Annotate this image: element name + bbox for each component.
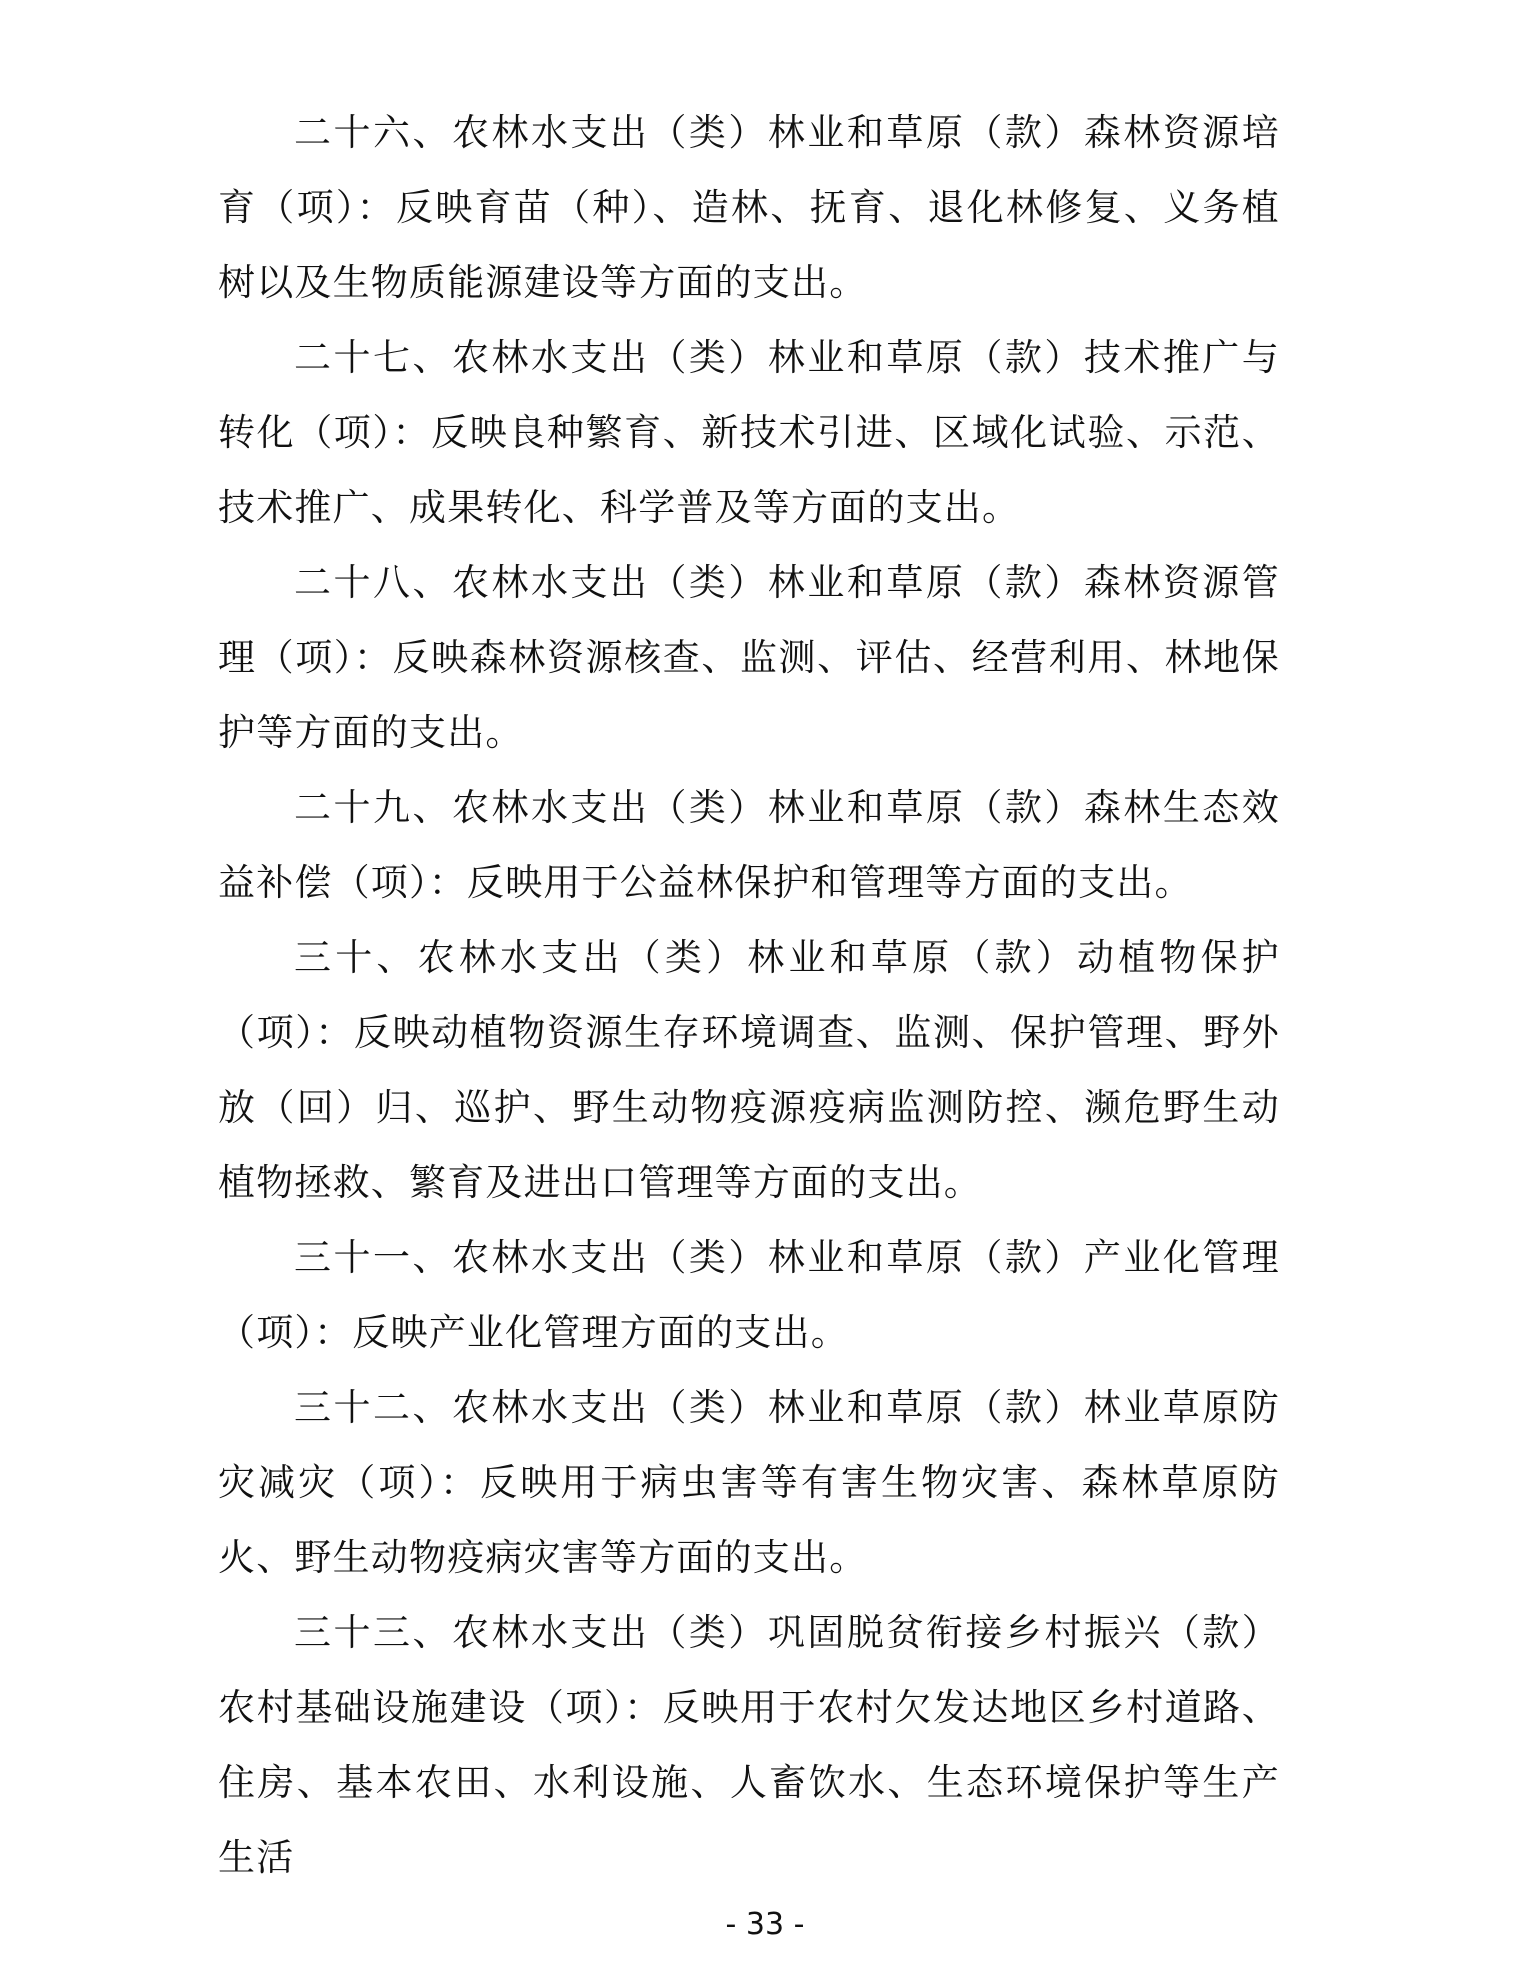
body-text [218,95,1280,1895]
paragraph-28: 二十八、农林水支出（类）林业和草原（款）森林资源管理（项）：反映森林资源核查、监测、评估、经营利用、林地保护等方面的支出。 [218,561,1280,754]
paragraph-31: 三十一、农林水支出（类）林业和草原（款）产业化管理（项）：反映产业化管理方面的支出。 [218,1236,1280,1354]
page-number: - 33 - [725,1907,805,1942]
paragraph-30: 三十、农林水支出（类）林业和草原（款）动植物保护（项）：反映动植物资源生存环境调查、监测、保护管理、野外放（回）归、巡护、野生动物疫源疫病监测防控、濒危野生动植物拯救、繁育及进出口管理等方面的支出。 [218,936,1280,1204]
paragraph-26: 二十六、农林水支出（类）林业和草原（款）森林资源培育（项）：反映育苗（种）、造林、抚育、退化林修复、义务植树以及生物质能源建设等方面的支出。 [218,111,1280,304]
paragraph-33: 三十三、农林水支出（类）巩固脱贫衔接乡村振兴（款）农村基础设施建设（项）：反映用于农村欠发达地区乡村道路、住房、基本农田、水利设施、人畜饮水、生态环境保护等生产生活 [218,1611,1280,1879]
paragraph-27: 二十七、农林水支出（类）林业和草原（款）技术推广与转化（项）：反映良种繁育、新技术引进、区域化试验、示范、技术推广、成果转化、科学普及等方面的支出。 [218,336,1280,529]
paragraph-32: 三十二、农林水支出（类）林业和草原（款）林业草原防灾减灾（项）：反映用于病虫害等有害生物灾害、森林草原防火、野生动物疫病灾害等方面的支出。 [218,1386,1280,1579]
paragraph-29: 二十九、农林水支出（类）林业和草原（款）森林生态效益补偿（项）：反映用于公益林保护和管理等方面的支出。 [218,786,1280,904]
